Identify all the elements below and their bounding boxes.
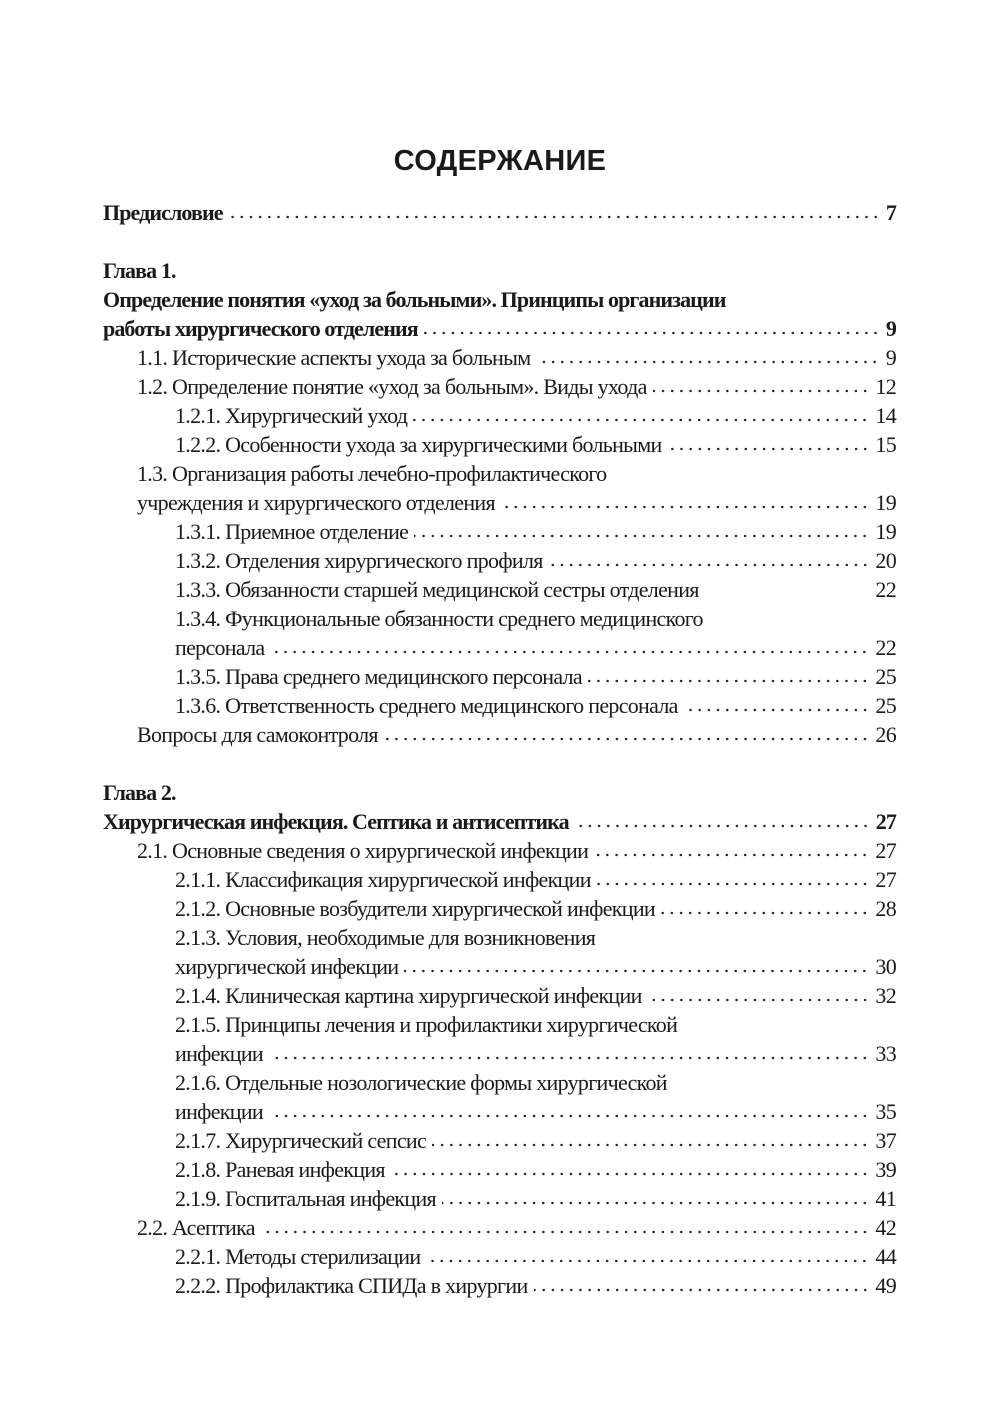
toc-entry[interactable] [103,546,896,575]
toc-entry-title: 1.3. Организация работы лечебно-профилактического [137,461,607,486]
toc-entry[interactable] [103,1068,896,1097]
page-number: 39 [875,1157,896,1182]
toc-entry-title: инфекции [175,1041,263,1066]
toc-entry[interactable] [103,198,896,227]
dot-leader [536,359,879,365]
toc-entry-title: 2.2. Асептика [137,1215,255,1240]
page-number: 32 [875,983,896,1008]
page-number: 44 [875,1244,896,1269]
toc-entry-title: 1.2.2. Особенности ухода за хирургическими больными [175,432,662,457]
toc-entry-title: 2.1.5. Принципы лечения и профилактики хирургической [175,1012,678,1037]
page-number: 19 [875,519,896,544]
dot-leader [668,446,870,452]
page-number: 37 [875,1128,896,1153]
toc-entry-title: 2.1.7. Хирургический сепсис [175,1128,427,1153]
toc-entry[interactable] [103,633,896,662]
toc-entry-title: 2.1.1. Классификация хирургической инфекции [175,867,591,892]
dot-leader [648,997,870,1003]
toc-entry[interactable] [103,1039,896,1068]
dot-leader [229,214,880,220]
toc-entry[interactable] [103,1010,896,1039]
toc-entry-title: Определение понятия «уход за больными». Принципы организации [103,287,726,312]
toc-entry[interactable] [103,981,896,1010]
page-number: 9 [885,345,896,370]
page-number: 27 [875,809,896,834]
toc-entry[interactable] [103,372,896,401]
dot-leader [588,678,869,684]
toc-entry[interactable] [103,894,896,923]
toc-entry-title: 2.1.9. Госпитальная инфекция [175,1186,436,1211]
dot-leader [705,591,870,597]
table-of-contents [103,198,896,1300]
toc-entry[interactable] [103,285,896,314]
toc-entry-title: 1.2.1. Хирургический уход [175,403,408,428]
dot-leader [269,1113,869,1119]
toc-entry[interactable] [103,1097,896,1126]
spacer [103,227,896,256]
dot-leader [432,1142,869,1148]
dot-leader [575,823,870,829]
page-number: 25 [875,693,896,718]
toc-entry-title: Глава 1. [103,258,176,283]
page-number: 22 [875,577,896,602]
dot-leader [270,649,869,655]
toc-entry[interactable] [103,691,896,720]
toc-entry-title: 2.1.8. Раневая инфекция [175,1157,385,1182]
page-number: 19 [875,490,896,515]
toc-entry-title: 1.3.1. Приемное отделение [175,519,409,544]
toc-entry-title: работы хирургического отделения [103,316,418,341]
toc-entry[interactable] [103,314,896,343]
toc-entry-title: Глава 2. [103,780,176,805]
toc-entry[interactable] [103,1271,896,1300]
dot-leader [413,417,869,423]
toc-entry-title: 1.3.6. Ответственность среднего медицинского персонала [175,693,678,718]
page-number: 41 [875,1186,896,1211]
toc-entry-title: 1.1. Исторические аспекты ухода за больным [137,345,531,370]
page-number: 35 [875,1099,896,1124]
toc-entry[interactable] [103,430,896,459]
toc-entry[interactable] [103,256,896,285]
toc-entry[interactable] [103,778,896,807]
page-number: 20 [875,548,896,573]
dot-leader [442,1200,869,1206]
page-number: 25 [875,664,896,689]
dot-leader [384,736,870,742]
dot-leader [269,1055,869,1061]
toc-entry-title: 2.1.6. Отдельные нозологические формы хирургической [175,1070,667,1095]
dot-leader [391,1171,870,1177]
toc-entry-title: Вопросы для самоконтроля [137,722,378,747]
dot-leader [501,504,869,510]
toc-entry-title: 1.3.5. Права среднего медицинского персонала [175,664,582,689]
toc-entry[interactable] [103,1184,896,1213]
toc-entry-title: учреждения и хирургического отделения [137,490,495,515]
page-number: 30 [875,954,896,979]
page-number: 12 [875,374,896,399]
dot-leader [661,910,869,916]
toc-entry[interactable] [103,1213,896,1242]
page-number: 15 [875,432,896,457]
spacer [103,749,896,778]
toc-entry-title: 1.3.3. Обязанности старшей медицинской сестры отделения [175,577,699,602]
toc-entry[interactable] [103,923,896,952]
dot-leader [594,852,869,858]
toc-entry-title: персонала [175,635,265,660]
toc-entry-title: Предисловие [103,200,223,225]
dot-leader [424,330,880,336]
toc-entry[interactable] [103,517,896,546]
dot-leader [684,707,870,713]
toc-entry-title: 1.3.2. Отделения хирургического профиля [175,548,543,573]
page-number: 27 [875,838,896,863]
toc-entry[interactable] [103,1126,896,1155]
page-number: 22 [875,635,896,660]
toc-entry-title: 2.2.1. Методы стерилизации [175,1244,421,1269]
dot-leader [404,968,869,974]
dot-leader [597,881,870,887]
toc-entry-title: 2.2.2. Профилактика СПИДа в хирургии [175,1273,528,1298]
page-number: 28 [875,896,896,921]
dot-leader [534,1287,870,1293]
page-number: 7 [885,200,896,225]
toc-entry-title: 2.1.4. Клиническая картина хирургической инфекции [175,983,642,1008]
dot-leader [414,533,869,539]
toc-entry-title: хирургической инфекции [175,954,399,979]
toc-entry[interactable] [103,604,896,633]
dot-leader [426,1258,869,1264]
toc-entry[interactable] [103,836,896,865]
page-number: 49 [875,1273,896,1298]
page-number: 14 [875,403,896,428]
toc-entry[interactable] [103,1155,896,1184]
toc-entry-title: 1.2. Определение понятие «уход за больным». Виды ухода [137,374,647,399]
page-number: 33 [875,1041,896,1066]
toc-entry[interactable] [103,343,896,372]
toc-entry-title: 2.1.2. Основные возбудители хирургической инфекции [175,896,655,921]
dot-leader [653,388,870,394]
toc-entry-title: инфекции [175,1099,263,1124]
dot-leader [549,562,870,568]
page-title: СОДЕРЖАНИЕ [393,145,607,177]
toc-entry-title: 2.1.3. Условия, необходимые для возникновения [175,925,596,950]
toc-entry[interactable] [103,952,896,981]
toc-entry[interactable] [103,1242,896,1271]
dot-leader [261,1229,870,1235]
page-number: 9 [885,316,896,341]
page-number: 42 [875,1215,896,1240]
toc-entry-title: 1.3.4. Функциональные обязанности среднего медицинского [175,606,703,631]
toc-entry[interactable] [103,807,896,836]
toc-entry[interactable] [103,720,896,749]
toc-entry[interactable] [103,662,896,691]
toc-entry[interactable] [103,401,896,430]
toc-entry[interactable] [103,575,896,604]
toc-entry-title: 2.1. Основные сведения о хирургической инфекции [137,838,589,863]
page-number: 27 [875,867,896,892]
toc-entry-title: Хирургическая инфекция. Септика и антисептика [103,809,569,834]
page-number: 26 [875,722,896,747]
toc-entry[interactable] [103,459,896,488]
toc-entry[interactable] [103,865,896,894]
toc-entry[interactable] [103,488,896,517]
